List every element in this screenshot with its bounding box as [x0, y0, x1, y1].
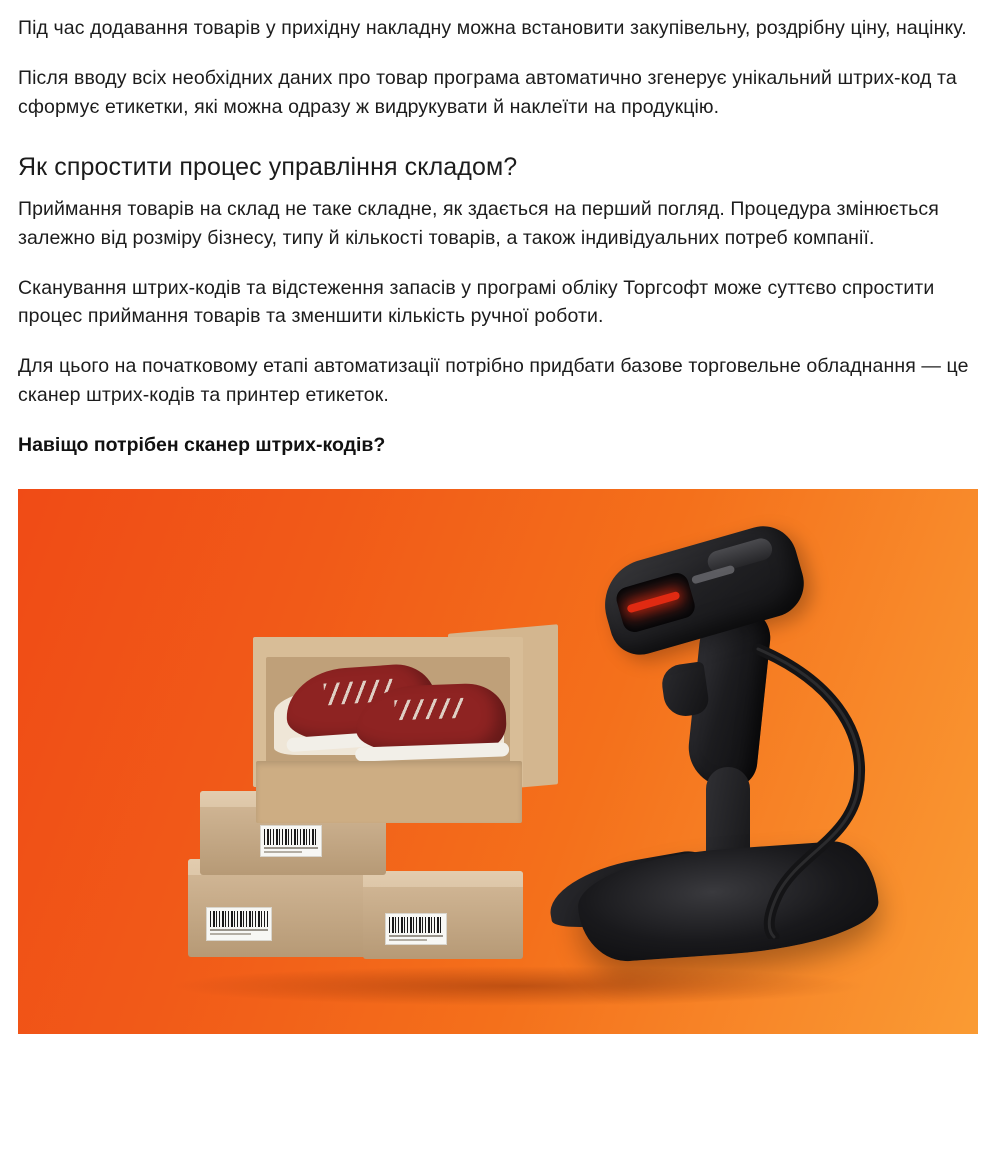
sub-heading: Навіщо потрібен сканер штрих-кодів?	[18, 433, 386, 456]
label-line	[389, 935, 443, 937]
label-line-short	[210, 933, 251, 935]
label-line-short	[389, 939, 427, 941]
section-paragraph-2: Сканування штрих-кодів та відстеження запасів у програмі обліку Торгсофт може суттєво спростити процес приймання товарів та зменшити кількість ручної роботи.	[18, 276, 935, 328]
shoe-laces	[394, 698, 464, 721]
scanner-cable	[738, 639, 898, 939]
barcode-bars	[210, 911, 268, 927]
scanner-window	[614, 570, 698, 635]
scanner-trigger	[660, 661, 711, 719]
section-paragraph-3: Для цього на початковому етапі автоматизації потрібно придбати базове торговельне обладнання — це сканер штрих-кодів та принтер етикеток.	[18, 355, 969, 406]
shoe-box-front-panel	[256, 761, 522, 823]
barcode-label	[260, 825, 322, 857]
paragraph-2: Після вводу всіх необхідних даних про товар програма автоматично згенерує унікальний штрих-код та сформує етикетки, які можна одразу ж видрукувати й наклеїти на продукцію.	[18, 67, 957, 118]
barcode-bars	[264, 829, 318, 845]
barcode-scanner-image	[18, 489, 978, 1034]
barcode-bars	[389, 917, 443, 933]
section-paragraph-1: Приймання товарів на склад не таке складне, як здається на перший погляд. Процедура змінюється залежно від розміру бізнесу, типу й кількості товарів, а також індивідуальних потреб компанії.	[18, 198, 939, 249]
label-line	[264, 847, 318, 849]
illustration-scene	[18, 489, 978, 1034]
floor-shadow	[168, 966, 868, 1006]
section-heading: Як спростити процес управління складом?	[18, 152, 518, 181]
barcode-label	[385, 913, 447, 945]
barcode-label	[206, 907, 272, 941]
cardboard-box-bottom-right	[363, 871, 523, 959]
paragraph-1: Під час додавання товарів у прихідну накладну можна встановити закупівельну, роздрібну ціну, націнку.	[18, 17, 967, 39]
label-line-short	[264, 851, 302, 853]
laser-beam-icon	[626, 591, 680, 614]
article-content	[0, 0, 1000, 459]
label-line	[210, 929, 268, 931]
